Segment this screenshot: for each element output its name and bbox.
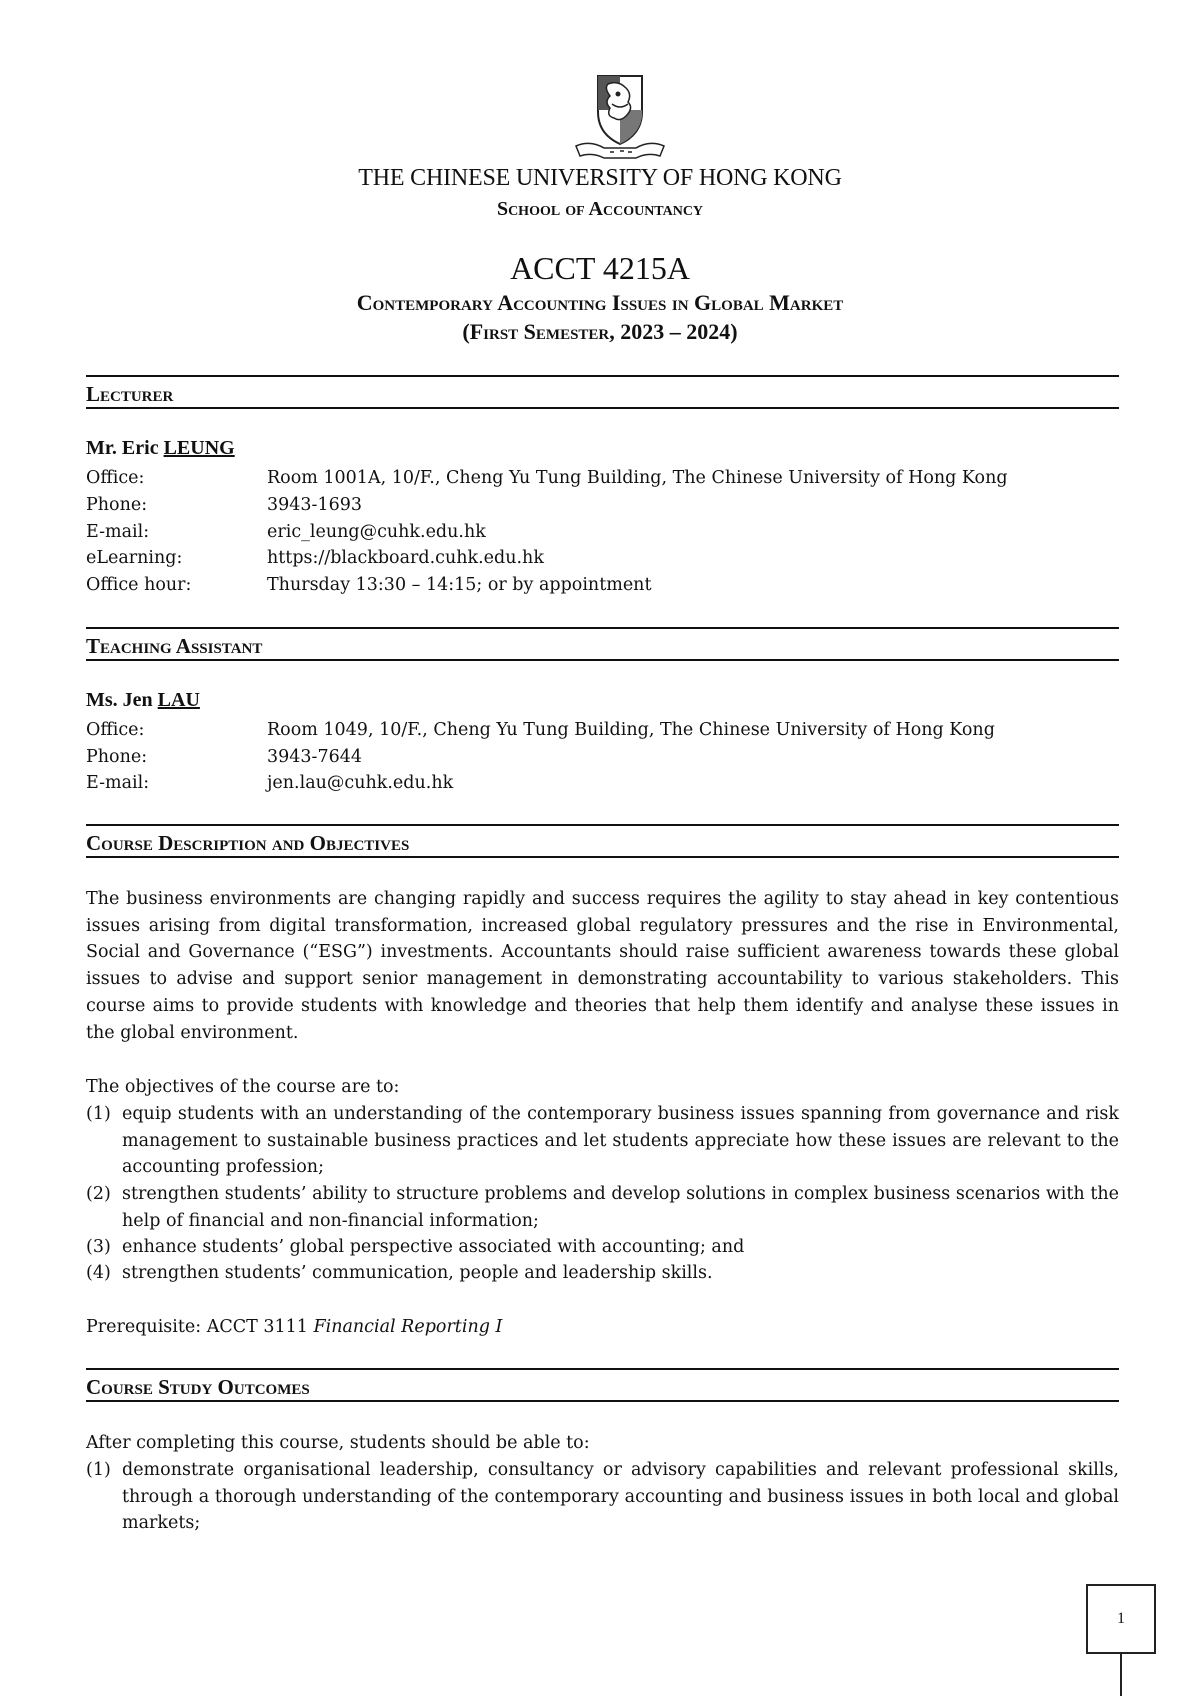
course-code: ACCT 4215A bbox=[510, 250, 690, 286]
outcomes-intro: After completing this course, students should be able to: bbox=[86, 1433, 590, 1453]
page-number-stem bbox=[1120, 1654, 1122, 1696]
elearning-link[interactable]: https://blackboard.cuhk.edu.hk bbox=[267, 548, 544, 568]
prerequisite bbox=[86, 1314, 502, 1340]
lecturer-name bbox=[86, 437, 235, 460]
item-number: (1) bbox=[86, 1460, 111, 1480]
lecturer-office-row bbox=[86, 465, 1136, 491]
row-label: Office: bbox=[86, 720, 145, 740]
outcome-item bbox=[86, 1457, 1119, 1537]
lecturer-email-link[interactable]: eric_leung@cuhk.edu.hk bbox=[267, 522, 486, 542]
row-value: 3943-1693 bbox=[267, 495, 362, 515]
item-text: strengthen students’ communication, people and leadership skills. bbox=[122, 1263, 713, 1283]
ta-surname: LAU bbox=[157, 689, 200, 711]
row-value: Room 1001A, 10/F., Cheng Yu Tung Building, The Chinese University of Hong Kong bbox=[267, 468, 1008, 488]
lecturer-name-prefix: Mr. Eric bbox=[86, 437, 164, 459]
row-label: Office hour: bbox=[86, 575, 192, 595]
university-name: THE CHINESE UNIVERSITY OF HONG KONG bbox=[358, 165, 842, 191]
school-name: School of Accountancy bbox=[496, 198, 704, 220]
prerequisite-label: Prerequisite: ACCT 3111 bbox=[86, 1317, 314, 1337]
item-text: equip students with an understanding of the contemporary business issues spanning from governance and risk management to sustainable business practices and let students appreciate how these issues are relevant to the accounting profession; bbox=[122, 1104, 1119, 1178]
section-header-course-study-outcomes bbox=[86, 1368, 1119, 1402]
item-text: demonstrate organisational leadership, consultancy or advisory capabilities and relevant professional skills, through a thorough understanding of the contemporary accounting and business issues in both local and global markets; bbox=[122, 1460, 1119, 1534]
section-header-lecturer bbox=[86, 375, 1119, 409]
course-description-paragraph: The business environments are changing rapidly and success requires the agility to stay ahead in key contentious issues arising from digital transformation, increased global regulatory pressures and the rise in Environmental, Social and Governance (“ESG”) investments. Accountants should raise sufficient awareness towards these global issues to advise and support senior management in demonstrating accountability to various stakeholders. This course aims to provide students with knowledge and theories that help them identify and analyse these issues in the global environment. bbox=[86, 889, 1119, 1043]
item-number: (1) bbox=[86, 1104, 111, 1124]
ta-phone-row bbox=[86, 744, 1136, 770]
objective-item bbox=[86, 1260, 1119, 1287]
course-semester: (First Semester, 2023 – 2024) bbox=[462, 319, 738, 344]
ta-email-row bbox=[86, 770, 1136, 796]
section-title: Course Description and Objectives bbox=[86, 831, 410, 855]
page-number: 1 bbox=[1117, 1610, 1125, 1627]
objective-item bbox=[86, 1234, 1119, 1261]
objectives-intro: The objectives of the course are to: bbox=[86, 1077, 400, 1097]
section-title: Lecturer bbox=[86, 382, 174, 406]
row-value: 3943-7644 bbox=[267, 747, 362, 767]
lecturer-surname: LEUNG bbox=[163, 437, 235, 459]
row-label: Phone: bbox=[86, 495, 148, 515]
item-number: (4) bbox=[86, 1263, 111, 1283]
item-number: (2) bbox=[86, 1184, 111, 1204]
lecturer-office-hour-row bbox=[86, 572, 1136, 598]
lecturer-phone-row bbox=[86, 492, 1136, 518]
section-title: Teaching Assistant bbox=[86, 634, 263, 658]
row-value: Room 1049, 10/F., Cheng Yu Tung Building, The Chinese University of Hong Kong bbox=[267, 720, 995, 740]
objective-item bbox=[86, 1181, 1119, 1234]
ta-email-link[interactable]: jen.lau@cuhk.edu.hk bbox=[267, 773, 454, 793]
section-title: Course Study Outcomes bbox=[86, 1375, 310, 1399]
row-label: Office: bbox=[86, 468, 145, 488]
row-label: E-mail: bbox=[86, 773, 150, 793]
page-number-box bbox=[1086, 1584, 1156, 1654]
item-number: (3) bbox=[86, 1237, 111, 1257]
section-header-teaching-assistant bbox=[86, 627, 1119, 661]
row-label: E-mail: bbox=[86, 522, 150, 542]
row-label: eLearning: bbox=[86, 548, 183, 568]
objective-item bbox=[86, 1101, 1119, 1181]
item-text: enhance students’ global perspective associated with accounting; and bbox=[122, 1237, 745, 1257]
ta-name-prefix: Ms. Jen bbox=[86, 689, 158, 711]
ta-name bbox=[86, 689, 200, 712]
section-header-course-description bbox=[86, 824, 1119, 858]
lecturer-elearning-row bbox=[86, 545, 1136, 571]
row-value: Thursday 13:30 – 14:15; or by appointment bbox=[267, 575, 652, 595]
prerequisite-course: Financial Reporting I bbox=[313, 1317, 503, 1337]
lecturer-email-row bbox=[86, 519, 1136, 545]
ta-office-row bbox=[86, 717, 1136, 743]
row-label: Phone: bbox=[86, 747, 148, 767]
course-title: Contemporary Accounting Issues in Global Market bbox=[356, 290, 844, 315]
university-crest-icon bbox=[570, 72, 670, 164]
item-text: strengthen students’ ability to structure problems and develop solutions in complex business scenarios with the help of financial and non-financial information; bbox=[122, 1184, 1119, 1231]
